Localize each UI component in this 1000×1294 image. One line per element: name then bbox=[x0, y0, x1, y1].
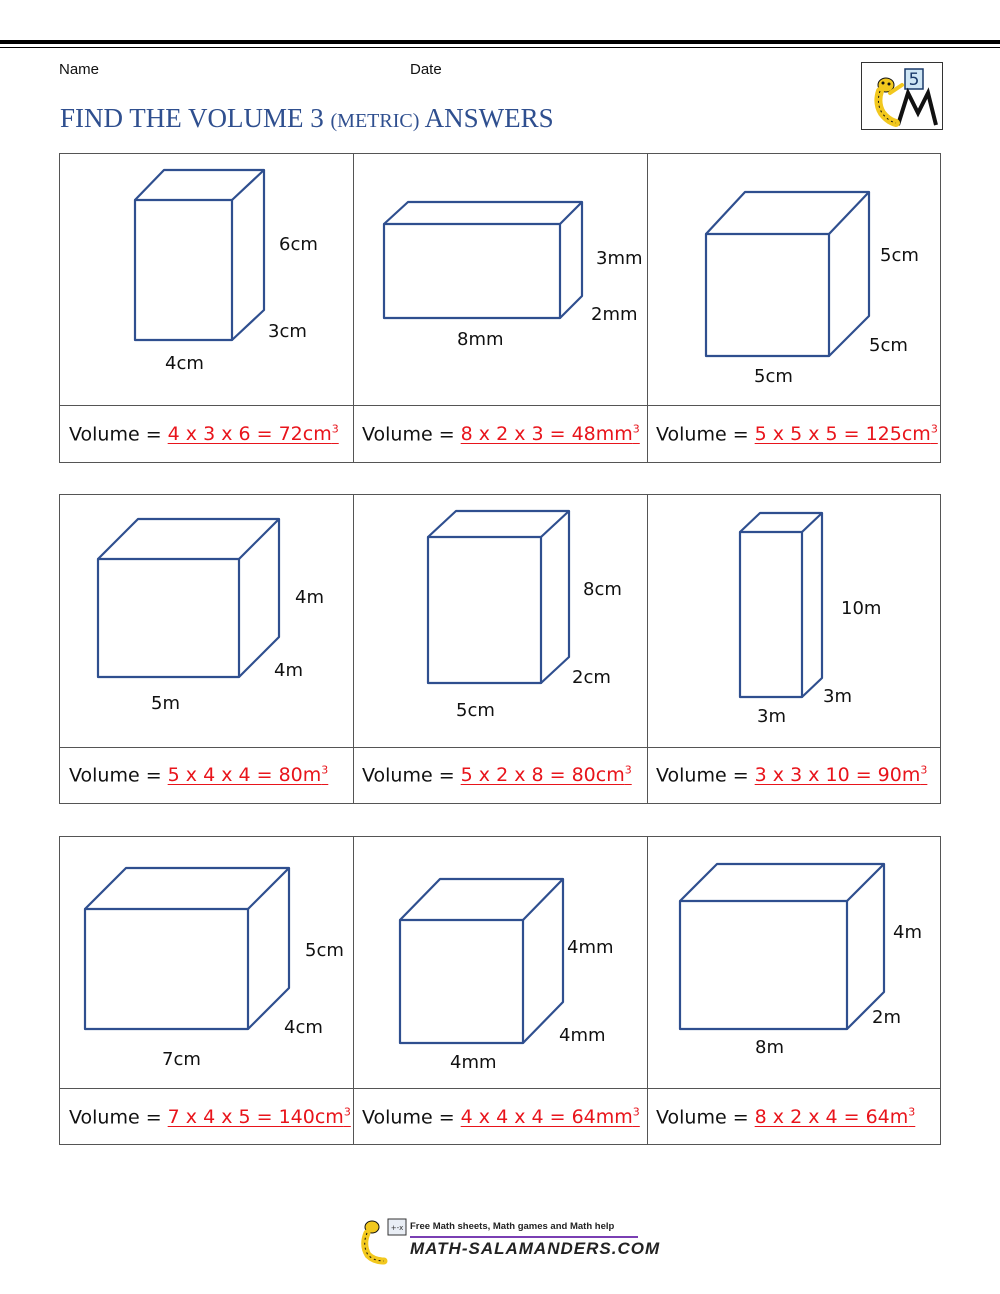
answer-3 bbox=[656, 423, 938, 445]
answer-text: 7 x 4 x 5 = 140cm bbox=[167, 1106, 344, 1129]
volume-label: Volume = bbox=[362, 1106, 461, 1129]
volume-label: Volume = bbox=[69, 423, 168, 446]
answer-calc bbox=[461, 423, 640, 445]
salamander-icon bbox=[350, 1215, 410, 1265]
width-label: 5m bbox=[151, 693, 180, 714]
volume-label: Volume = bbox=[656, 764, 755, 787]
cuboid-figure-7 bbox=[60, 837, 353, 1088]
exponent: 3 bbox=[624, 764, 632, 777]
divider bbox=[60, 1088, 940, 1089]
width-label: 3m bbox=[757, 706, 786, 727]
volume-label: Volume = bbox=[362, 423, 461, 446]
volume-label: Volume = bbox=[69, 1106, 168, 1129]
answer-calc bbox=[168, 764, 329, 786]
exponent: 3 bbox=[908, 1106, 916, 1119]
height-label: 4m bbox=[893, 922, 922, 943]
answer-9 bbox=[656, 1106, 915, 1128]
exponent: 3 bbox=[920, 764, 928, 777]
height-label: 5cm bbox=[305, 940, 344, 961]
problem-row-3 bbox=[59, 836, 941, 1145]
salamander-icon bbox=[862, 63, 942, 129]
width-label: 7cm bbox=[162, 1049, 201, 1070]
top-rule-thin bbox=[0, 47, 1000, 48]
answer-calc bbox=[461, 764, 632, 786]
depth-label: 2mm bbox=[591, 304, 638, 325]
width-label: 8mm bbox=[457, 329, 504, 350]
title-answers: ANSWERS bbox=[419, 103, 554, 133]
svg-text:+-x: +-x bbox=[390, 1224, 404, 1232]
answer-5 bbox=[362, 764, 632, 786]
width-label: 5cm bbox=[754, 366, 793, 387]
salamander-logo bbox=[861, 62, 943, 130]
depth-label: 2m bbox=[872, 1007, 901, 1028]
cuboid-figure-6 bbox=[647, 495, 941, 746]
problem-row-1 bbox=[59, 153, 941, 463]
answer-text: 4 x 3 x 6 = 72cm bbox=[167, 423, 332, 446]
cuboid-figure-1 bbox=[60, 154, 353, 405]
footer-tagline: Free Math sheets, Math games and Math help bbox=[410, 1221, 615, 1232]
cuboid-figure-3 bbox=[647, 154, 941, 405]
depth-label: 3cm bbox=[268, 321, 307, 342]
problem-row-2 bbox=[59, 494, 941, 804]
cuboid-figure-5 bbox=[353, 495, 647, 746]
cuboid-figure-4 bbox=[60, 495, 353, 746]
cuboid-figure-8 bbox=[353, 837, 647, 1088]
height-label: 10m bbox=[841, 598, 882, 619]
title-main: FIND THE VOLUME 3 bbox=[60, 103, 331, 133]
exponent: 3 bbox=[343, 1106, 351, 1119]
footer-site[interactable]: MATH-SALAMANDERS.COM bbox=[410, 1239, 661, 1258]
divider bbox=[60, 405, 940, 406]
exponent: 3 bbox=[321, 764, 329, 777]
height-label: 4mm bbox=[567, 937, 614, 958]
answer-text: 8 x 2 x 4 = 64m bbox=[754, 1106, 909, 1129]
answer-text: 3 x 3 x 10 = 90m bbox=[754, 764, 921, 787]
depth-label: 4mm bbox=[559, 1025, 606, 1046]
answer-2 bbox=[362, 423, 640, 445]
answer-calc bbox=[755, 764, 928, 786]
answer-calc bbox=[168, 423, 339, 445]
volume-label: Volume = bbox=[362, 764, 461, 787]
footer-underline bbox=[410, 1236, 638, 1238]
divider bbox=[60, 747, 940, 748]
footer-logo[interactable] bbox=[350, 1215, 661, 1265]
cuboid-figure-2 bbox=[353, 154, 647, 405]
height-label: 6cm bbox=[279, 234, 318, 255]
answer-6 bbox=[656, 764, 927, 786]
exponent: 3 bbox=[930, 423, 938, 436]
logo-grade: 5 bbox=[908, 70, 920, 90]
depth-label: 3m bbox=[823, 686, 852, 707]
height-label: 3mm bbox=[596, 248, 643, 269]
height-label: 5cm bbox=[880, 245, 919, 266]
depth-label: 4cm bbox=[284, 1017, 323, 1038]
volume-label: Volume = bbox=[656, 1106, 755, 1129]
exponent: 3 bbox=[632, 423, 640, 436]
answer-calc bbox=[168, 1106, 351, 1128]
page-title bbox=[60, 103, 554, 134]
answer-text: 5 x 5 x 5 = 125cm bbox=[754, 423, 931, 446]
answer-8 bbox=[362, 1106, 640, 1128]
answer-text: 5 x 4 x 4 = 80m bbox=[167, 764, 322, 787]
answer-7 bbox=[69, 1106, 351, 1128]
exponent: 3 bbox=[331, 423, 339, 436]
depth-label: 4m bbox=[274, 660, 303, 681]
width-label: 5cm bbox=[456, 700, 495, 721]
depth-label: 2cm bbox=[572, 667, 611, 688]
cuboid-figure-9 bbox=[647, 837, 941, 1088]
name-label: Name bbox=[59, 61, 100, 78]
answer-text: 4 x 4 x 4 = 64mm bbox=[460, 1106, 633, 1129]
answer-calc bbox=[755, 423, 938, 445]
width-label: 4cm bbox=[165, 353, 204, 374]
answer-1 bbox=[69, 423, 339, 445]
answer-text: 5 x 2 x 8 = 80cm bbox=[460, 764, 625, 787]
volume-label: Volume = bbox=[656, 423, 755, 446]
exponent: 3 bbox=[632, 1106, 640, 1119]
answer-calc bbox=[755, 1106, 916, 1128]
answer-4 bbox=[69, 764, 328, 786]
title-metric: (METRIC) bbox=[330, 110, 420, 132]
answer-text: 8 x 2 x 3 = 48mm bbox=[460, 423, 633, 446]
height-label: 4m bbox=[295, 587, 324, 608]
answer-calc bbox=[461, 1106, 640, 1128]
date-label: Date bbox=[410, 61, 442, 78]
depth-label: 5cm bbox=[869, 335, 908, 356]
volume-label: Volume = bbox=[69, 764, 168, 787]
width-label: 4mm bbox=[450, 1052, 497, 1073]
top-rule-thick bbox=[0, 40, 1000, 44]
height-label: 8cm bbox=[583, 579, 622, 600]
width-label: 8m bbox=[755, 1037, 784, 1058]
